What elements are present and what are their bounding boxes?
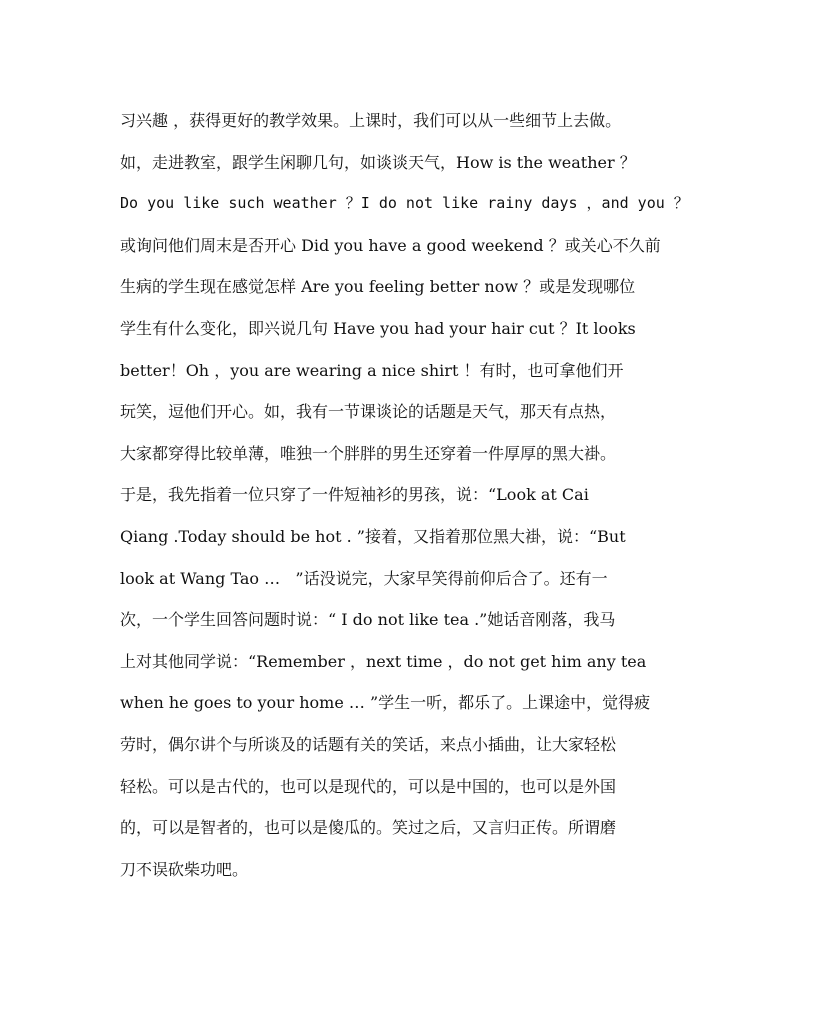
text-line: 次，一个学生回答问题时说：“ I do not like tea .”她话音刚落，我马 — [120, 610, 616, 630]
text-line: 生病的学生现在感觉怎样 Are you feeling better now ？或是发现哪位 — [120, 277, 636, 297]
text-line: better！Oh ，you are wearing a nice shirt ！有时，也可拿他们开 — [120, 360, 624, 380]
text-line: 或询问他们周末是否开心 Did you have a good weekend ？或关心不久前 — [120, 235, 661, 255]
body-paragraph — [120, 100, 720, 890]
text-line: look at Wang Tao … ”话没说完，大家早笑得前仰后合了。还有一 — [120, 568, 608, 588]
text-line: 学生有什么变化，即兴说几句 Have you had your hair cut ？It looks — [120, 318, 636, 338]
text-line: 于是，我先指着一位只穿了一件短袖衫的男孩，说：“Look at Cai — [120, 485, 589, 505]
text-line: Do you like such weather ？I do not like rainy days ，and you ？ — [120, 194, 689, 213]
text-line: 玩笑，逗他们开心。如，我有一节课谈论的话题是天气，那天有点热， — [120, 402, 617, 422]
text-line: 刀不误砍柴功吧。 — [120, 859, 249, 879]
text-line: 大家都穿得比较单薄，唯独一个胖胖的男生还穿着一件厚厚的黑大褂。 — [120, 443, 617, 463]
text-line: 习兴趣 ，获得更好的教学效果。上课时，我们可以从一些细节上去做。 — [120, 111, 622, 130]
text-line: when he goes to your home … ”学生一听，都乐了。上课途中，觉得疲 — [120, 693, 651, 713]
text-line: 劳时，偶尔讲个与所谈及的话题有关的笑话，来点小插曲，让大家轻松 — [120, 734, 617, 754]
text-line: 的，可以是智者的，也可以是傻瓜的。笑过之后，又言归正传。所谓磨 — [120, 818, 617, 838]
text-line: 轻松。可以是古代的，也可以是现代的，可以是中国的，也可以是外国 — [120, 776, 617, 796]
text-line: 如，走进教室，跟学生闲聊几句，如谈谈天气，How is the weather ？ — [120, 152, 636, 172]
text-line: 上对其他同学说：“Remember ，next time ，do not get him any tea — [120, 651, 647, 671]
text-line: Qiang .Today should be hot . ”接着，又指着那位黑大褂，说：“But — [120, 526, 626, 546]
